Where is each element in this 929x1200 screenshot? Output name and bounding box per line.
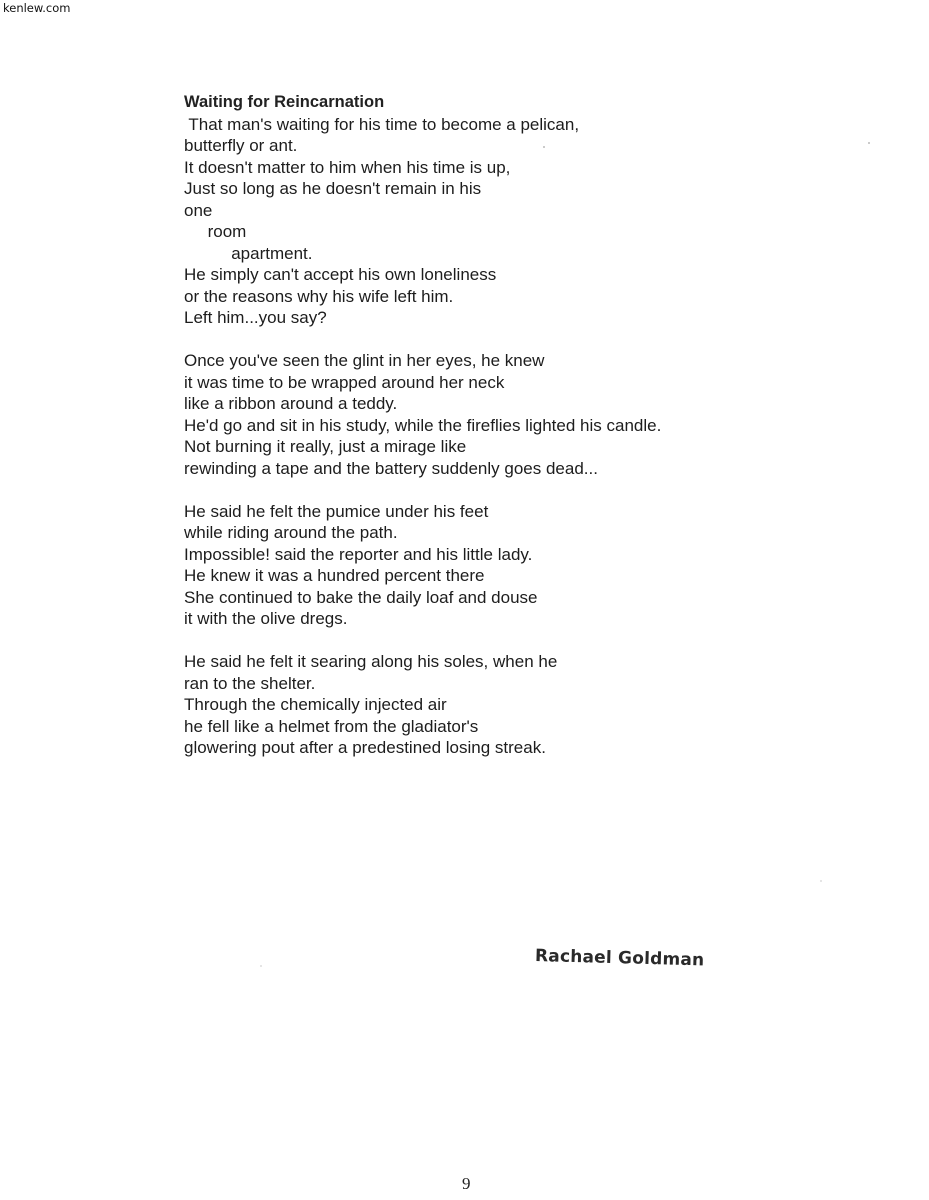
page-number: 9 — [462, 1174, 471, 1193]
poem-line: room — [184, 222, 247, 241]
scan-speck — [868, 142, 870, 144]
poem-line: one — [184, 200, 213, 220]
scan-speck — [260, 965, 262, 967]
poem-line: or the reasons why his wife left him. — [184, 286, 454, 306]
poem-title: Waiting for Reincarnation — [184, 93, 385, 111]
poem-line: Just so long as he doesn't remain in his — [184, 179, 482, 198]
poem-line: He'd go and sit in his study, while the fireflies lighted his candle. — [184, 415, 662, 435]
poem-line: She continued to bake the daily loaf and douse — [184, 587, 538, 607]
poem-line: he fell like a helmet from the gladiator's — [184, 716, 479, 736]
stanza-2 — [184, 350, 804, 479]
poem-line: That man's waiting for his time to become a pelican, — [184, 114, 580, 134]
poem-line: It doesn't matter to him when his time is up, — [184, 157, 511, 177]
poem-line: butterfly or ant. — [184, 136, 298, 155]
author-signature: Rachael Goldman — [534, 946, 705, 971]
poem-line: apartment. — [184, 243, 313, 263]
poem-line: like a ribbon around a teddy. — [184, 394, 398, 413]
poem — [184, 92, 804, 780]
stanza-4 — [184, 651, 804, 759]
poem-line: Not burning it really, just a mirage like — [184, 437, 467, 456]
poem-line: it was time to be wrapped around her neck — [184, 372, 505, 392]
poem-line: Once you've seen the glint in her eyes, he knew — [184, 351, 545, 370]
scan-speck — [543, 146, 545, 148]
poem-line: He knew it was a hundred percent there — [184, 566, 485, 585]
poem-line: He said he felt it searing along his soles, when he — [184, 652, 558, 671]
poem-line: Through the chemically injected air — [184, 695, 447, 714]
poem-line: Left him...you say? — [184, 308, 327, 327]
scan-speck — [820, 880, 822, 882]
poem-line: Impossible! said the reporter and his little lady. — [184, 544, 533, 564]
poem-line: rewinding a tape and the battery suddenly goes dead... — [184, 458, 598, 478]
poem-line: it with the olive dregs. — [184, 609, 348, 628]
poem-line: He said he felt the pumice under his feet — [184, 501, 489, 521]
poem-line: while riding around the path. — [184, 523, 398, 542]
stanza-1 — [184, 114, 804, 329]
stanza-3 — [184, 501, 804, 630]
poem-line: ran to the shelter. — [184, 673, 316, 693]
poem-line: He simply can't accept his own loneliness — [184, 265, 497, 284]
watermark-text: kenlew.com — [3, 1, 71, 15]
poem-line: glowering pout after a predestined losing streak. — [184, 738, 546, 757]
